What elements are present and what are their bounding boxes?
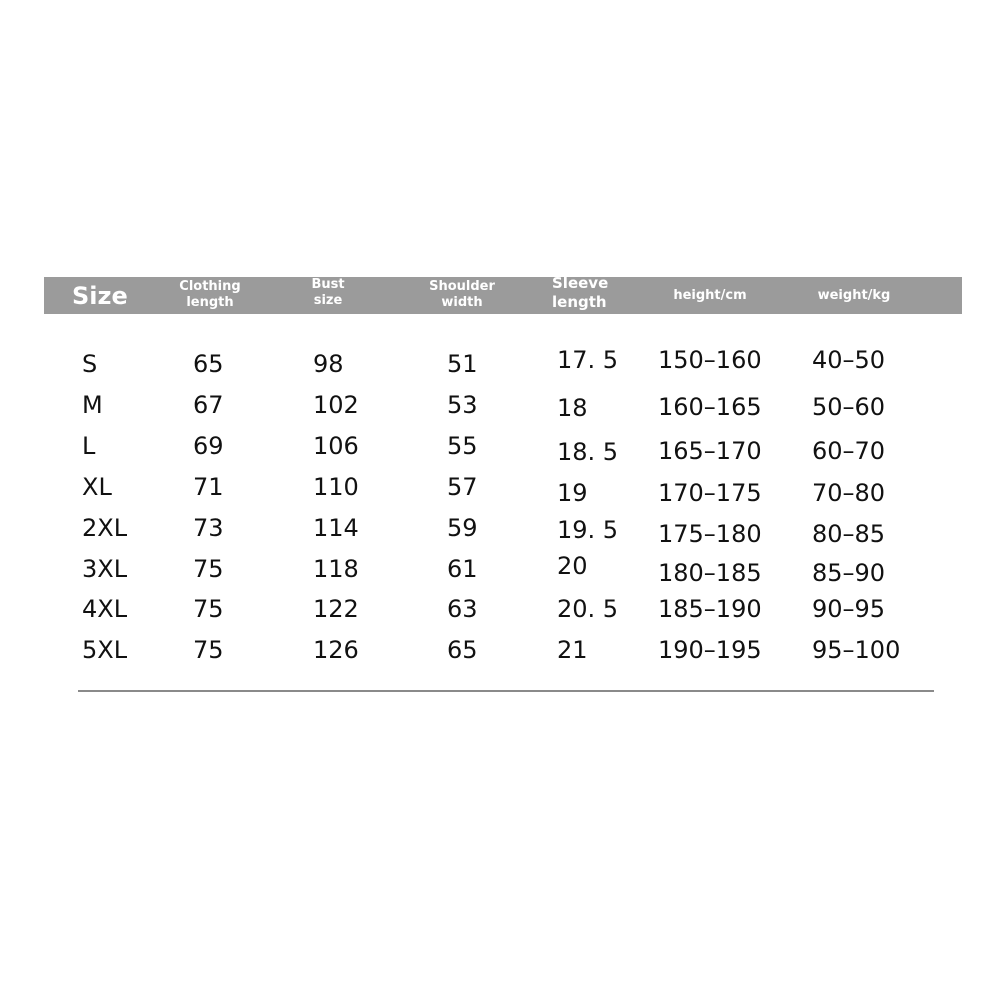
header-weight: weight/kg [817, 288, 891, 303]
cell-size: M [82, 391, 103, 419]
cell-shoulder: 51 [447, 350, 478, 378]
cell-sleeve: 19 [557, 479, 588, 507]
header-bust-size [300, 277, 356, 310]
cell-clothing-length: 67 [193, 391, 224, 419]
header-clothing-length-line-2: length [186, 295, 234, 311]
cell-weight: 95–100 [812, 636, 901, 664]
cell-shoulder: 61 [447, 555, 478, 583]
cell-weight: 60–70 [812, 437, 886, 465]
cell-shoulder: 63 [447, 595, 478, 623]
header-shoulder-width-line-1: Shoulder [429, 279, 495, 294]
cell-clothing-length: 75 [193, 555, 224, 583]
cell-height: 150–160 [658, 346, 762, 374]
header-bust-size-line-1: Bust [311, 277, 345, 292]
cell-clothing-length: 71 [193, 473, 224, 501]
header-shoulder-width-line-2: width [441, 295, 483, 311]
cell-bust: 118 [313, 555, 359, 583]
header-height: height/cm [673, 288, 747, 303]
cell-height: 160–165 [658, 393, 762, 421]
cell-bust: 98 [313, 350, 344, 378]
cell-weight: 40–50 [812, 346, 886, 374]
cell-bust: 110 [313, 473, 359, 501]
cell-weight: 80–85 [812, 520, 886, 548]
cell-sleeve: 19. 5 [557, 516, 619, 544]
cell-clothing-length: 75 [193, 595, 224, 623]
cell-shoulder: 57 [447, 473, 478, 501]
cell-size: 5XL [82, 636, 128, 664]
cell-sleeve: 18. 5 [557, 438, 619, 466]
cell-sleeve: 20 [557, 552, 588, 580]
cell-weight: 50–60 [812, 393, 886, 421]
cell-bust: 106 [313, 432, 359, 460]
header-sleeve-length-line-2: length [552, 292, 607, 311]
cell-clothing-length: 65 [193, 350, 224, 378]
header-sleeve-length-line-1: Sleeve [552, 274, 609, 292]
cell-size: S [82, 350, 98, 378]
cell-sleeve: 17. 5 [557, 346, 619, 374]
cell-size: 3XL [82, 555, 128, 583]
cell-sleeve: 21 [557, 636, 588, 664]
header-sleeve-length [552, 274, 628, 312]
cell-clothing-length: 73 [193, 514, 224, 542]
cell-height: 165–170 [658, 437, 762, 465]
cell-size: L [82, 432, 96, 460]
cell-clothing-length: 69 [193, 432, 224, 460]
cell-size: 4XL [82, 595, 128, 623]
cell-shoulder: 59 [447, 514, 478, 542]
header-clothing-length-line-1: Clothing [179, 279, 241, 294]
bottom-divider [78, 690, 934, 692]
header-bust-size-line-2: size [313, 293, 343, 309]
header-size: Size [72, 282, 128, 310]
cell-sleeve: 18 [557, 394, 588, 422]
cell-shoulder: 53 [447, 391, 478, 419]
cell-height: 185–190 [658, 595, 762, 623]
cell-height: 180–185 [658, 559, 762, 587]
cell-weight: 90–95 [812, 595, 886, 623]
cell-sleeve: 20. 5 [557, 595, 619, 623]
cell-height: 170–175 [658, 479, 762, 507]
cell-shoulder: 65 [447, 636, 478, 664]
cell-clothing-length: 75 [193, 636, 224, 664]
header-clothing-length [172, 279, 248, 312]
cell-bust: 122 [313, 595, 359, 623]
cell-weight: 85–90 [812, 559, 886, 587]
cell-bust: 126 [313, 636, 359, 664]
header-shoulder-width [420, 279, 504, 312]
cell-bust: 102 [313, 391, 359, 419]
cell-height: 175–180 [658, 520, 762, 548]
cell-weight: 70–80 [812, 479, 886, 507]
cell-bust: 114 [313, 514, 359, 542]
cell-height: 190–195 [658, 636, 762, 664]
cell-size: 2XL [82, 514, 128, 542]
cell-size: XL [82, 473, 112, 501]
cell-shoulder: 55 [447, 432, 478, 460]
